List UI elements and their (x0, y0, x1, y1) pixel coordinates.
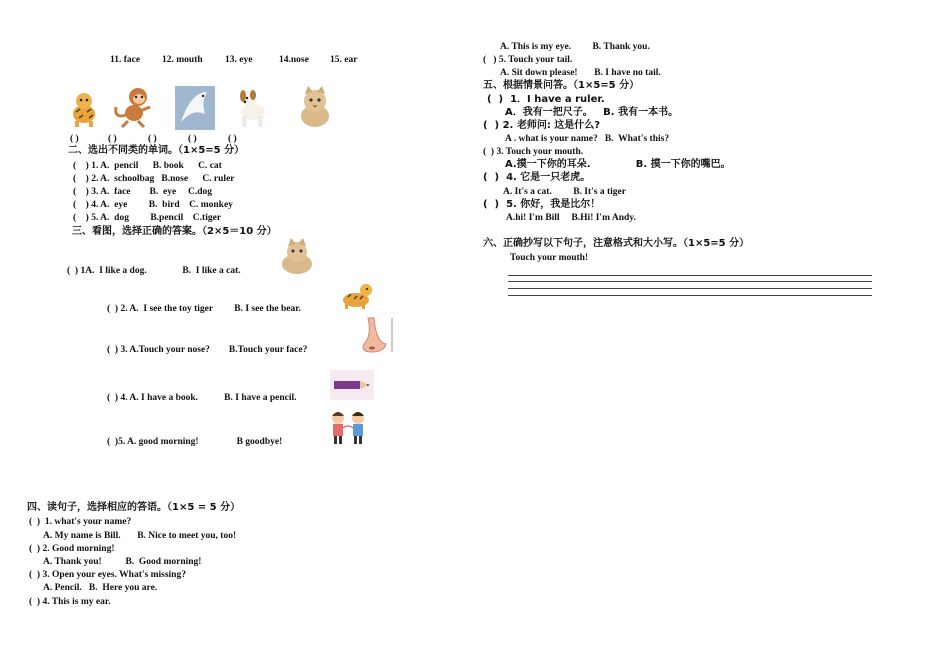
pencil-icon (330, 370, 374, 400)
section5-title: 五、根据情景问答。（1×5=5 分） (483, 80, 640, 91)
right-top-line[interactable]: ( ) 5. Touch your tail. (483, 55, 573, 65)
section5-line: A.摸一下你的耳朵. B. 摸一下你的嘴巴。 (505, 159, 731, 170)
section3-item-1[interactable]: ( ) 1A. I like a dog. B. I like a cat. (67, 266, 241, 276)
section3-item-5[interactable]: ( )5. A. good morning! B goodbye! (107, 437, 283, 447)
section5-line: A.hi! I'm Bill B.Hi! I'm Andy. (506, 213, 636, 223)
word-label-11: 11. face (110, 55, 141, 65)
section4-line: A. Pencil. B. Here you are. (43, 583, 158, 593)
right-top-line: A. Sit down please! B. I have no tail. (500, 68, 661, 78)
monkey-icon (110, 85, 156, 129)
tiger-icon (338, 280, 374, 310)
word-label-12: 12. mouth (162, 55, 203, 65)
tiger-icon (65, 88, 103, 128)
answer-bracket[interactable]: ( ) (70, 134, 79, 144)
section4-line: A. My name is Bill. B. Nice to meet you, too! (43, 531, 237, 541)
word-label-14: 14.nose (279, 55, 309, 65)
section2-item[interactable]: ( ) 3. A. face B. eye C.dog (73, 187, 213, 197)
answer-bracket[interactable]: ( ) (188, 134, 197, 144)
section5-line[interactable]: ( ) 5. 你好，我是比尔！ (483, 199, 601, 210)
word-label-13: 13. eye (225, 55, 253, 65)
section4-title: 四、读句子，选择相应的答语。（1×5 = 5 分） (27, 502, 241, 513)
answer-bracket[interactable]: ( ) (148, 134, 157, 144)
writing-line[interactable] (508, 295, 872, 296)
writing-line[interactable] (508, 288, 872, 289)
answer-bracket[interactable]: ( ) (108, 134, 117, 144)
word-label-15: 15. ear (330, 55, 358, 65)
section3-item-3[interactable]: ( ) 3. A.Touch your nose? B.Touch your face? (107, 345, 308, 355)
section2-title: 二、选出不同类的单词。（1×5=5 分） (68, 145, 245, 156)
right-top-line: A. This is my eye. B. Thank you. (500, 42, 650, 52)
section5-line[interactable]: ( ) 4. 它是一只老虎。 (483, 172, 591, 183)
section5-line[interactable]: ( ) 2. 老师问: 这是什么? (483, 120, 601, 131)
section4-line[interactable]: ( ) 2. Good morning! (29, 544, 115, 554)
section2-item[interactable]: ( ) 1. A. pencil B. book C. cat (73, 161, 222, 171)
bird-icon (175, 86, 215, 130)
section6-sentence: Touch your mouth! (510, 253, 589, 263)
nose-icon (348, 316, 394, 354)
dog-icon (233, 84, 273, 128)
section5-line: A . what is your name? B. What's this? (505, 134, 670, 144)
cat-icon (278, 238, 316, 274)
section4-line: A. Thank you! B. Good morning! (43, 557, 202, 567)
children-icon (326, 410, 370, 446)
section6-title: 六、正确抄写以下句子，注意格式和大小写。（1×5=5 分） (483, 238, 750, 249)
section4-line[interactable]: ( ) 3. Open your eyes. What's missing? (29, 570, 186, 580)
section3-item-2[interactable]: ( ) 2. A. I see the toy tiger B. I see the bear. (107, 304, 301, 314)
writing-line[interactable] (508, 275, 872, 276)
section2-item[interactable]: ( ) 5. A. dog B.pencil C.tiger (73, 213, 222, 223)
section5-line[interactable]: ( ) 1．I have a ruler. (487, 94, 605, 105)
section2-item[interactable]: ( ) 4. A. eye B. bird C. monkey (73, 200, 233, 210)
section2-item[interactable]: ( ) 2. A. schoolbag B.nose C. ruler (73, 174, 235, 184)
cat-icon (296, 84, 334, 128)
writing-line[interactable] (508, 281, 872, 282)
section5-line: A．我有一把尺子。 B. 我有一本书。 (505, 107, 679, 118)
answer-bracket[interactable]: ( ) (228, 134, 237, 144)
section5-line[interactable]: ( ) 3. Touch your mouth. (483, 147, 584, 157)
section3-title: 三、看图，选择正确的答案。（2×5＝10 分） (72, 226, 277, 237)
section3-item-4[interactable]: ( ) 4. A. I have a book. B. I have a pencil. (107, 393, 297, 403)
section4-line[interactable]: ( ) 1. what's your name? (29, 517, 132, 527)
section4-line[interactable]: ( ) 4. This is my ear. (29, 597, 111, 607)
section5-line: A. It's a cat. B. It's a tiger (503, 187, 626, 197)
